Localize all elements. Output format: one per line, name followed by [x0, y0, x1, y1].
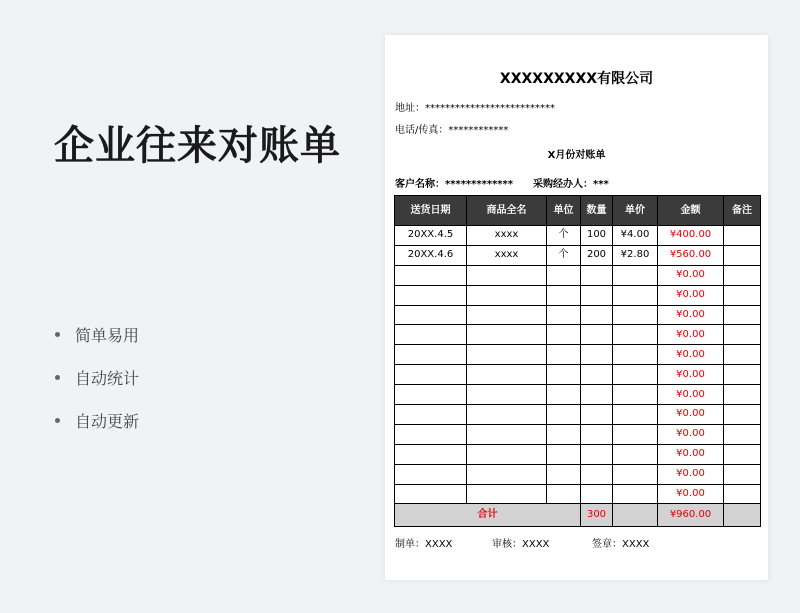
column-header: 数量 — [581, 196, 613, 226]
quantity-cell — [581, 464, 613, 484]
table-row — [395, 484, 761, 504]
unit-cell — [547, 484, 581, 504]
product-name-cell — [467, 405, 547, 425]
delivery-date-cell — [395, 325, 467, 345]
product-name-cell — [467, 325, 547, 345]
delivery-date-cell — [395, 365, 467, 385]
feature-list — [55, 313, 139, 442]
quantity-cell — [581, 424, 613, 444]
unit-cell — [547, 325, 581, 345]
unit-price-cell — [613, 325, 658, 345]
remark-cell — [724, 226, 761, 246]
table-header-row — [395, 196, 761, 226]
amount-cell: ¥0.00 — [658, 484, 724, 504]
delivery-date-cell — [395, 345, 467, 365]
remark-cell — [724, 325, 761, 345]
total-amount: ¥960.00 — [658, 504, 724, 527]
product-name-cell — [467, 464, 547, 484]
quantity-cell — [581, 365, 613, 385]
amount-cell: ¥0.00 — [658, 325, 724, 345]
product-name-cell — [467, 305, 547, 325]
remark-cell — [724, 365, 761, 385]
table-row — [395, 345, 761, 365]
remark-cell — [724, 484, 761, 504]
bullet-icon — [55, 375, 60, 380]
company-name: XXXXXXXXX有限公司 — [499, 71, 654, 87]
customer-info — [395, 175, 609, 190]
feature-item — [55, 356, 139, 399]
company-address: 地址：************************** — [395, 103, 555, 114]
product-name-cell — [467, 345, 547, 365]
remark-cell — [724, 444, 761, 464]
table-row — [395, 464, 761, 484]
amount-cell: ¥400.00 — [658, 226, 724, 246]
amount-cell: ¥0.00 — [658, 405, 724, 425]
quantity-cell — [581, 484, 613, 504]
delivery-date-cell — [395, 464, 467, 484]
delivery-date-cell — [395, 405, 467, 425]
feature-label: 简单易用 — [75, 326, 140, 345]
amount-cell: ¥0.00 — [658, 265, 724, 285]
statement-month-title: X月份对账单 — [547, 150, 606, 161]
unit-cell — [547, 424, 581, 444]
product-name-cell — [467, 285, 547, 305]
signature-footer — [395, 535, 649, 550]
amount-cell: ¥0.00 — [658, 385, 724, 405]
delivery-date-cell — [395, 265, 467, 285]
unit-cell — [547, 385, 581, 405]
unit-cell — [547, 265, 581, 285]
bullet-icon — [55, 332, 60, 337]
unit-price-cell: ¥2.80 — [613, 245, 658, 265]
unit-cell: 个 — [547, 245, 581, 265]
total-unit-price — [613, 504, 658, 527]
feature-item — [55, 313, 139, 356]
delivery-date-cell: 20XX.4.5 — [395, 226, 467, 246]
unit-cell — [547, 285, 581, 305]
table-row — [395, 405, 761, 425]
unit-price-cell — [613, 464, 658, 484]
remark-cell — [724, 385, 761, 405]
amount-cell: ¥0.00 — [658, 305, 724, 325]
remark-cell — [724, 305, 761, 325]
total-label: 合计 — [395, 504, 581, 527]
remark-cell — [724, 464, 761, 484]
product-name-cell — [467, 444, 547, 464]
table-row — [395, 365, 761, 385]
remark-cell — [724, 424, 761, 444]
page-title: 企业往来对账单 — [54, 123, 341, 169]
product-name-cell — [467, 484, 547, 504]
amount-cell: ¥0.00 — [658, 365, 724, 385]
delivery-date-cell — [395, 285, 467, 305]
table-row — [395, 305, 761, 325]
unit-price-cell — [613, 285, 658, 305]
unit-price-cell — [613, 305, 658, 325]
unit-price-cell — [613, 365, 658, 385]
product-name-cell — [467, 265, 547, 285]
delivery-date-cell — [395, 424, 467, 444]
table-row — [395, 424, 761, 444]
product-name-cell: xxxx — [467, 245, 547, 265]
reviewer-field: 审核：XXXX — [492, 539, 550, 550]
column-header: 商品全名 — [467, 196, 547, 226]
unit-cell — [547, 405, 581, 425]
quantity-cell — [581, 265, 613, 285]
delivery-date-cell — [395, 385, 467, 405]
unit-price-cell: ¥4.00 — [613, 226, 658, 246]
quantity-cell: 200 — [581, 245, 613, 265]
unit-price-cell — [613, 385, 658, 405]
amount-cell: ¥0.00 — [658, 444, 724, 464]
quantity-cell — [581, 405, 613, 425]
feature-label: 自动更新 — [75, 412, 140, 431]
product-name-cell — [467, 424, 547, 444]
quantity-cell — [581, 305, 613, 325]
column-header: 金额 — [658, 196, 724, 226]
quantity-cell: 100 — [581, 226, 613, 246]
unit-price-cell — [613, 345, 658, 365]
amount-cell: ¥0.00 — [658, 285, 724, 305]
column-header: 单价 — [613, 196, 658, 226]
table-row — [395, 385, 761, 405]
feature-item — [55, 399, 139, 442]
remark-cell — [724, 245, 761, 265]
table-row — [395, 265, 761, 285]
amount-cell: ¥0.00 — [658, 345, 724, 365]
unit-price-cell — [613, 424, 658, 444]
amount-cell: ¥560.00 — [658, 245, 724, 265]
bill-table — [394, 195, 761, 527]
unit-price-cell — [613, 444, 658, 464]
product-name-cell: xxxx — [467, 226, 547, 246]
delivery-date-cell — [395, 305, 467, 325]
quantity-cell — [581, 444, 613, 464]
table-row — [395, 444, 761, 464]
company-phone: 电话/传真：************ — [395, 125, 509, 136]
column-header: 备注 — [724, 196, 761, 226]
delivery-date-cell — [395, 444, 467, 464]
maker-field: 制单：XXXX — [395, 539, 453, 550]
product-name-cell — [467, 365, 547, 385]
purchaser-name: 采购经办人：*** — [532, 179, 609, 190]
remark-cell — [724, 345, 761, 365]
quantity-cell — [581, 325, 613, 345]
quantity-cell — [581, 285, 613, 305]
unit-cell: 个 — [547, 226, 581, 246]
signature-field: 签章：XXXX — [592, 539, 650, 550]
delivery-date-cell: 20XX.4.6 — [395, 245, 467, 265]
unit-cell — [547, 464, 581, 484]
total-remark — [724, 504, 761, 527]
table-row — [395, 285, 761, 305]
total-row — [395, 504, 761, 527]
customer-name: 客户名称：************* — [395, 179, 513, 190]
unit-cell — [547, 365, 581, 385]
table-row — [395, 245, 761, 265]
unit-price-cell — [613, 265, 658, 285]
quantity-cell — [581, 345, 613, 365]
amount-cell: ¥0.00 — [658, 464, 724, 484]
unit-price-cell — [613, 484, 658, 504]
quantity-cell — [581, 385, 613, 405]
remark-cell — [724, 405, 761, 425]
feature-label: 自动统计 — [75, 369, 140, 388]
unit-cell — [547, 305, 581, 325]
remark-cell — [724, 285, 761, 305]
bullet-icon — [55, 418, 60, 423]
product-name-cell — [467, 385, 547, 405]
column-header: 单位 — [547, 196, 581, 226]
column-header: 送货日期 — [395, 196, 467, 226]
amount-cell: ¥0.00 — [658, 424, 724, 444]
remark-cell — [724, 265, 761, 285]
unit-price-cell — [613, 405, 658, 425]
table-row — [395, 226, 761, 246]
delivery-date-cell — [395, 484, 467, 504]
statement-sheet — [385, 35, 768, 580]
table-row — [395, 325, 761, 345]
unit-cell — [547, 444, 581, 464]
unit-cell — [547, 345, 581, 365]
total-quantity: 300 — [581, 504, 613, 527]
